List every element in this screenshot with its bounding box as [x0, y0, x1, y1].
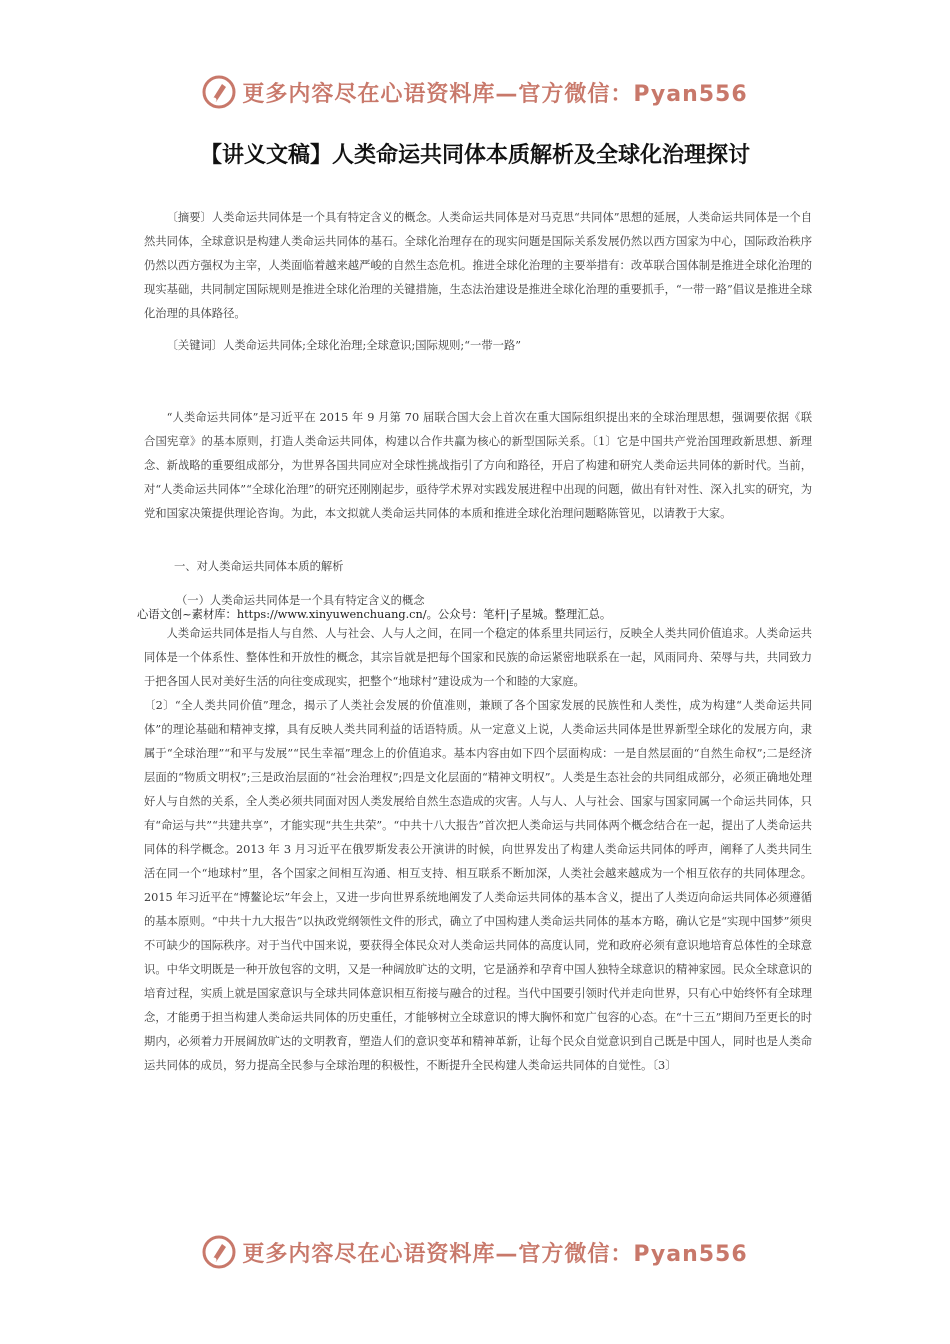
banner-text: 更多内容尽在心语资料库—官方微信：Pyan556: [242, 1241, 748, 1267]
abstract-block: [144, 206, 812, 326]
body-paragraph-1: 人类命运共同体是指人与自然、人与社会、人与人之间，在同一个稳定的体系里共同运行，反映全人类共同价值追求。人类命运共同体是一个体系性、整体性和开放性的概念，其宗旨就是把每个国家和民族的命运紧密地联系在一起，风雨同舟、荣辱与共，共同致力于把各国人民对美好生活的向往变成现实，把整个“地球村”建设成为一个和睦的大家庭。: [144, 627, 812, 688]
banner-text: 更多内容尽在心语资料库—官方微信：Pyan556: [242, 81, 748, 107]
footer-banner: [0, 1232, 950, 1272]
pen-nib-circle-icon: [202, 75, 236, 109]
header-banner: [0, 72, 950, 112]
page-title: 【讲义文稿】人类命运共同体本质解析及全球化治理探讨: [199, 143, 750, 168]
pen-nib-circle-icon: [202, 1235, 236, 1269]
keywords-block: [144, 334, 812, 358]
section-heading: 一、对人类命运共同体本质的解析: [174, 560, 344, 573]
intro-block: [144, 406, 812, 526]
source-note: 心语文创~素材库：https://www.xinyuwenchuang.cn/。公众号：笔杆|子星城。整理汇总。: [137, 608, 612, 621]
intro-paragraph: “人类命运共同体”是习近平在 2015 年 9 月第 70 届联合国大会上首次在重大国际组织提出来的全球治理思想，强调要依据《联合国宪章》的基本原则，打造人类命运共同体，构建以合作共赢为核心的新型国际关系。〔1〕它是中国共产党治国理政新思想、新理念、新战略的重要组成部分，为世界各国共同应对全球性挑战指引了方向和路径，开启了构建和研究人类命运共同体的新时代。当前，对“人类命运共同体”“全球化治理”的研究还刚刚起步，亟待学术界对实践发展进程中出现的问题，做出有针对性、深入扎实的研究，为党和国家决策提供理论咨询。为此，本文拟就人类命运共同体的本质和推进全球化治理问题略陈管见，以请教于大家。: [144, 411, 812, 520]
subsection-heading: （一）人类命运共同体是一个具有特定含义的概念: [176, 594, 425, 607]
body-paragraph-2: 〔2〕“全人类共同价值”理念，揭示了人类社会发展的价值准则，兼顾了各个国家发展的民族性和人类性，成为构建“人类命运共同体”的理论基础和精神支撑，具有反映人类共同利益的话语特质。从一定意义上说，人类命运共同体是世界新型全球化的发展方向，隶属于“全球治理”“和平与发展”“民生幸福”理念上的价值追求。基本内容由如下四个层面构成：一是自然层面的“自然生命权”;二是经济层面的“物质文明权”;三是政治层面的“社会治理权”;四是文化层面的“精神文明权”。人类是生态社会的共同组成部分，必须正确地处理好人与自然的关系，全人类必须共同面对因人类发展给自然生态造成的灾害。人与人、人与社会、国家与国家同属一个命运共同体，只有“命运与共”“共建共享”，才能实现“共生共荣”。“中共十八大报告”首次把人类命运与共同体两个概念结合在一起，提出了人类命运共同体的科学概念。2013 年 3 月习近平在俄罗斯发表公开演讲的时候，向世界发出了构建人类命运共同体的呼声，阐释了人类共同生活在同一个“地球村”里，各个国家之间相互沟通、相互支持、相互联系不断加深，人类社会越来越成为一个相互依存的共同体理念。2015 年习近平在“博鳌论坛”年会上，又进一步向世界系统地阐发了人类命运共同体的基本含义，提出了人类迈向命运共同体必须遵循的基本原则。“中共十九大报告”以执政党纲领性文件的形式，确立了中国构建人类命运共同体的基本方略，确认它是“实现中国梦”须臾不可缺少的国际秩序。对于当代中国来说，要获得全体民众对人类命运共同体的高度认同，党和政府必须有意识地培育总体性的全球意识。中华文明既是一种开放包容的文明，又是一种阔放旷达的文明，它是涵养和孕育中国人独特全球意识的精神家园。民众全球意识的培育过程，实质上就是国家意识与全球共同体意识相互衔接与融合的过程。当代中国要引领时代并走向世界，只有心中始终怀有全球理念，才能勇于担当构建人类命运共同体的历史重任，才能够树立全球意识的博大胸怀和宽广包容的心态。在“十三五”期间乃至更长的时期内，必须着力开展阔放旷达的文明教育，塑造人们的意识变革和精神革新，让每个民众自觉意识到自己既是中国人，同时也是人类命运共同体的成员，努力提高全民参与全球治理的积极性，不断提升全民构建人类命运共同体的自觉性。〔3〕: [144, 699, 812, 1072]
keywords-text: 〔关键词〕人类命运共同体;全球化治理;全球意识;国际规则;“一带一路”: [166, 339, 521, 352]
main-body: [144, 622, 812, 1078]
abstract-text: 〔摘要〕人类命运共同体是一个具有特定含义的概念。人类命运共同体是对马克思“共同体”思想的延展，人类命运共同体是一个自然共同体，全球意识是构建人类命运共同体的基石。全球化治理存在的现实问题是国际关系发展仍然以西方国家为中心，国际政治秩序仍然以西方强权为主宰，人类面临着越来越严峻的自然生态危机。推进全球化治理的主要举措有：改革联合国体制是推进全球化治理的现实基础，共同制定国际规则是推进全球化治理的关键措施，生态法治建设是推进全球化治理的重要抓手，“一带一路”倡议是推进全球化治理的具体路径。: [144, 211, 812, 320]
